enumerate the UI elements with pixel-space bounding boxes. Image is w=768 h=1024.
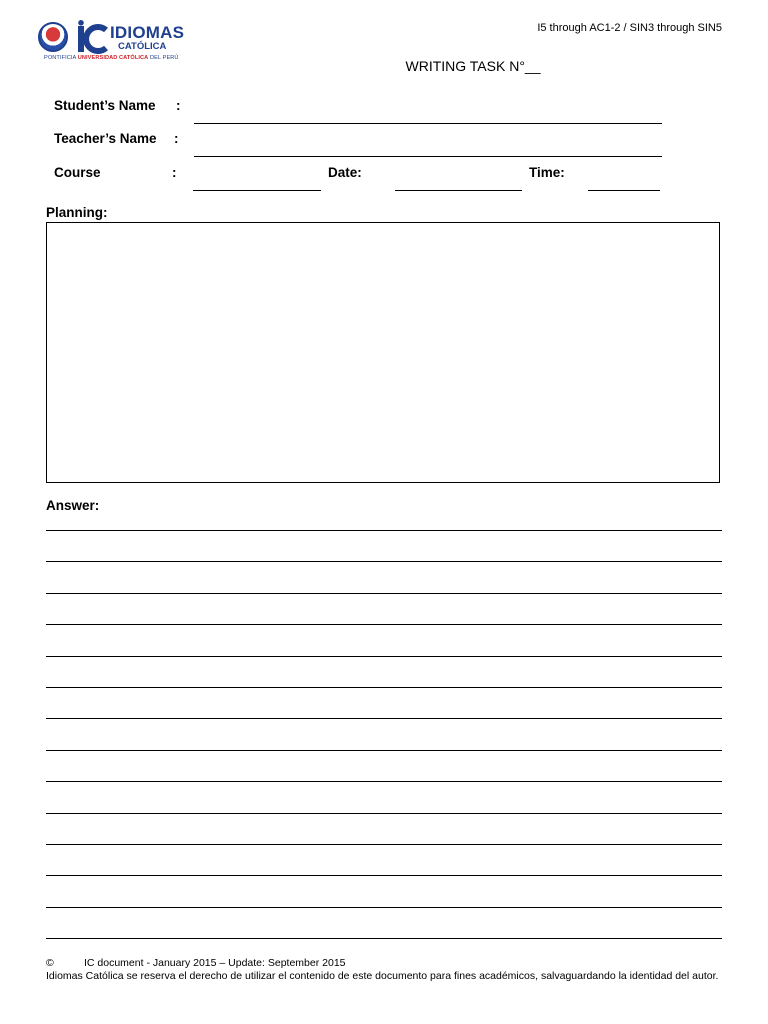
- answer-line[interactable]: [46, 844, 722, 845]
- answer-line[interactable]: [46, 718, 722, 719]
- answer-line[interactable]: [46, 781, 722, 782]
- course-colon: :: [172, 165, 177, 180]
- level-note: I5 through AC1-2 / SIN3 through SIN5: [537, 22, 722, 34]
- logo-univ-suffix: DEL PERÚ: [149, 55, 179, 61]
- student-name-label: Student’s Name: [54, 98, 156, 113]
- answer-line[interactable]: [46, 907, 722, 908]
- logo-subname: CATÓLICA: [118, 41, 167, 52]
- answer-label: Answer:: [46, 498, 100, 513]
- teacher-name-field[interactable]: [194, 156, 662, 157]
- copyright-icon: ©: [46, 957, 54, 969]
- answer-line[interactable]: [46, 750, 722, 751]
- footer-doc-line: [46, 957, 718, 970]
- footer-rights-line: Idiomas Católica se reserva el derecho de utilizar el contenido de este documento para fines académicos, salvaguardando la identidad del autor.: [46, 970, 719, 982]
- time-field[interactable]: [588, 190, 660, 191]
- student-name-colon: :: [176, 98, 181, 113]
- answer-line[interactable]: [46, 624, 722, 625]
- date-label: Date:: [328, 165, 362, 180]
- course-label: Course: [54, 165, 101, 180]
- answer-line[interactable]: [46, 593, 722, 594]
- logo-univ-prefix: PONTIFICIA: [44, 55, 77, 61]
- answer-line[interactable]: [46, 656, 722, 657]
- footer: [46, 957, 718, 983]
- ic-monogram-icon: [76, 20, 108, 54]
- time-label: Time:: [529, 165, 565, 180]
- answer-line[interactable]: [46, 687, 722, 688]
- planning-box[interactable]: [46, 222, 720, 483]
- logo-name: IDIOMAS: [110, 23, 185, 42]
- answer-line[interactable]: [46, 813, 722, 814]
- planning-label: Planning:: [46, 205, 108, 220]
- student-name-field[interactable]: [194, 123, 662, 124]
- answer-line[interactable]: [46, 938, 722, 939]
- document-title: WRITING TASK N°__: [405, 58, 541, 74]
- course-field[interactable]: [193, 190, 321, 191]
- logo-univ-main: UNIVERSIDAD CATÓLICA: [77, 55, 149, 61]
- answer-line[interactable]: [46, 875, 722, 876]
- footer-doc-text: IC document - January 2015 – Update: September 2015: [84, 957, 346, 969]
- answer-line[interactable]: [46, 530, 722, 531]
- teacher-name-label: Teacher’s Name: [54, 131, 157, 146]
- answer-lines: [46, 530, 722, 939]
- teacher-name-colon: :: [174, 131, 179, 146]
- answer-line[interactable]: [46, 561, 722, 562]
- university-seal-icon: [38, 22, 68, 52]
- date-field[interactable]: [395, 190, 522, 191]
